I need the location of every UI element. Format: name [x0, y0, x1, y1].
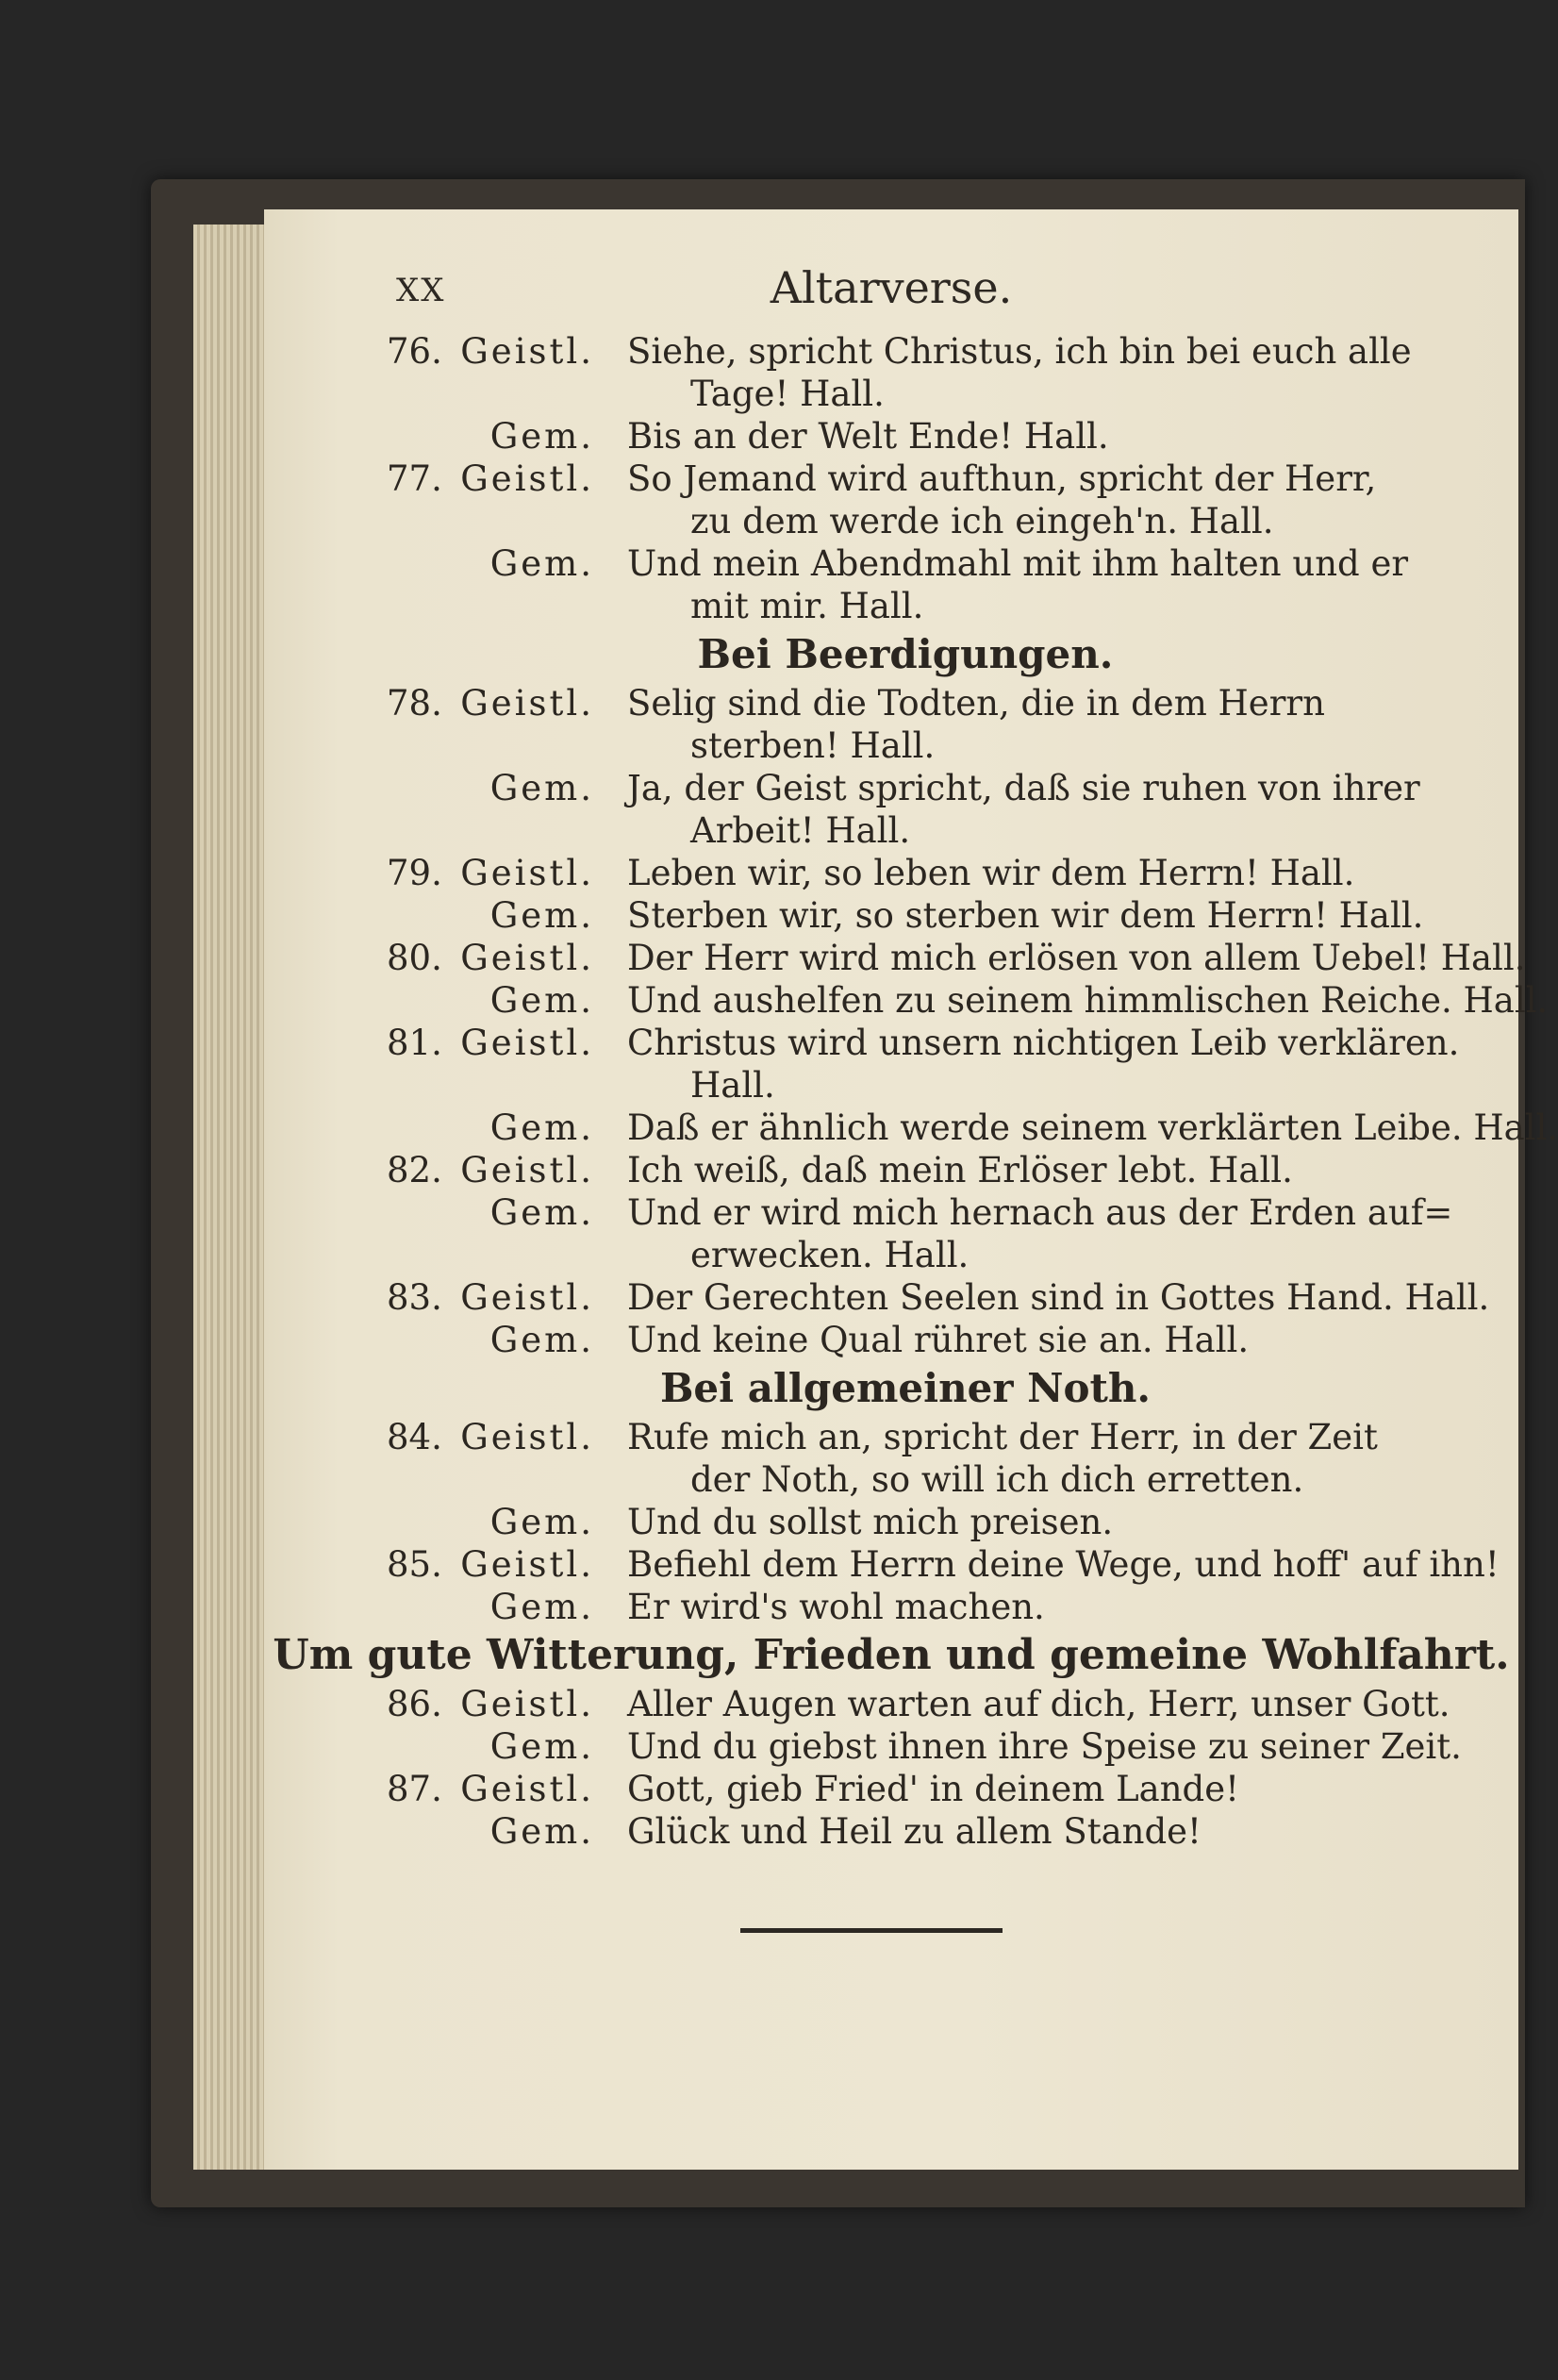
verse-text: Und er wird mich hernach aus der Erden auf= [627, 1192, 1453, 1233]
verse-text: der Noth, so will ich dich erretten. [690, 1459, 1304, 1500]
speaker-role: Geistl. [460, 1684, 594, 1724]
verse-line [264, 1107, 1558, 1149]
verse-number: 85. [387, 1544, 442, 1585]
speaker-role: Gem. [489, 1320, 594, 1360]
speaker-role: Geistl. [460, 1023, 594, 1063]
speaker-role: Geistl. [460, 853, 594, 893]
verse-number: 83. [387, 1277, 442, 1318]
section-heading: Bei allgemeiner Noth. [659, 1365, 1152, 1411]
speaker-role: Geistl. [460, 1150, 594, 1190]
verse-line [264, 1501, 1518, 1543]
speaker-role: Geistl. [460, 1769, 594, 1809]
verse-line [264, 894, 1518, 937]
speaker-role: Gem. [489, 980, 594, 1021]
verse-text: Der Herr wird mich erlösen von allem Uebel! Hall. [627, 938, 1526, 978]
verse-text: mit mir. Hall. [690, 586, 924, 626]
verse-list [264, 330, 1558, 1853]
verse-text: Befiehl dem Herrn deine Wege, und hoff' auf ihn! [627, 1544, 1500, 1585]
verse-text: Glück und Heil zu allem Stande! [627, 1811, 1202, 1852]
speaker-role: Gem. [489, 768, 594, 808]
speaker-role: Geistl. [460, 938, 594, 978]
verse-text: Rufe mich an, spricht der Herr, in der Zeit [627, 1417, 1378, 1457]
verse-text: Und du sollst mich preisen. [627, 1502, 1114, 1542]
verse-text: sterben! Hall. [690, 725, 936, 766]
verse-text: Ja, der Geist spricht, daß sie ruhen von ihrer [627, 768, 1420, 808]
speaker-role: Geistl. [460, 1277, 594, 1318]
verse-text: Leben wir, so leben wir dem Herrn! Hall. [627, 853, 1355, 893]
speaker-role: Geistl. [460, 1544, 594, 1585]
verse-text: So Jemand wird aufthun, spricht der Herr, [627, 458, 1377, 499]
verse-number: 76. [387, 331, 442, 372]
verse-text: Und keine Qual rühret sie an. Hall. [627, 1320, 1250, 1360]
verse-line [264, 767, 1518, 809]
speaker-role: Gem. [489, 1192, 594, 1233]
verse-line [264, 415, 1518, 458]
section-heading: Um gute Witterung, Frieden und gemeine Wohlfahrt. [273, 1631, 1510, 1679]
verse-text: Siehe, spricht Christus, ich bin bei euch alle [627, 331, 1412, 372]
verse-text: Und aushelfen zu seinem himmlischen Reiche. Hall. [627, 980, 1549, 1021]
verse-text: Hall. [690, 1065, 775, 1106]
speaker-role: Gem. [489, 895, 594, 936]
verse-line [264, 682, 1518, 724]
verse-line [264, 852, 1518, 894]
verse-text: Und du giebst ihnen ihre Speise zu seiner Zeit. [627, 1726, 1462, 1767]
verse-line [264, 1276, 1518, 1319]
verse-text: Er wird's wohl machen. [627, 1587, 1045, 1627]
verse-number: 84. [387, 1417, 442, 1457]
verse-text: Bis an der Welt Ende! Hall. [627, 416, 1109, 457]
verse-text: Gott, gieb Fried' in deinem Lande! [627, 1769, 1239, 1809]
verse-line [264, 1683, 1518, 1725]
verse-line [264, 1768, 1518, 1810]
verse-line [264, 1022, 1518, 1064]
page-edges [193, 225, 269, 2170]
verse-line [264, 542, 1518, 585]
verse-line [264, 1234, 1518, 1276]
speaker-role: Geistl. [460, 331, 594, 372]
verse-line [264, 373, 1518, 415]
speaker-role: Gem. [489, 1107, 594, 1148]
verse-number: 80. [387, 938, 442, 978]
verse-text: Daß er ähnlich werde seinem verklärten Leibe. Hall. [627, 1107, 1558, 1148]
verse-number: 78. [387, 683, 442, 724]
verse-number: 77. [387, 458, 442, 499]
speaker-role: Gem. [489, 416, 594, 457]
speaker-role: Gem. [489, 1726, 594, 1767]
verse-line [264, 1319, 1518, 1361]
verse-text: Selig sind die Todten, die in dem Herrn [627, 683, 1325, 724]
book-page [264, 209, 1558, 2170]
page-header [264, 262, 1518, 319]
speaker-role: Geistl. [460, 1417, 594, 1457]
verse-line [264, 1191, 1518, 1234]
speaker-role: Gem. [489, 1811, 594, 1852]
verse-line [264, 937, 1526, 979]
page-number: XX [396, 272, 446, 309]
verse-text: Ich weiß, daß mein Erlöser lebt. Hall. [627, 1150, 1293, 1190]
verse-number: 82. [387, 1150, 442, 1190]
verse-number: 81. [387, 1023, 442, 1063]
verse-text: Tage! Hall. [690, 374, 885, 414]
verse-line [264, 1149, 1518, 1191]
verse-text: Christus wird unsern nichtigen Leib verklären. [627, 1023, 1460, 1063]
page-content [264, 209, 1558, 2170]
verse-line [264, 1586, 1518, 1628]
speaker-role: Geistl. [460, 458, 594, 499]
verse-line [264, 458, 1518, 500]
speaker-role: Gem. [489, 1502, 594, 1542]
end-rule [740, 1928, 1003, 1933]
speaker-role: Geistl. [460, 683, 594, 724]
verse-line [264, 1725, 1518, 1768]
verse-line [264, 1064, 1518, 1107]
speaker-role: Gem. [489, 1587, 594, 1627]
verse-text: erwecken. Hall. [690, 1235, 970, 1275]
speaker-role: Gem. [489, 543, 594, 584]
verse-text: Und mein Abendmahl mit ihm halten und er [627, 543, 1409, 584]
verse-line [264, 1458, 1518, 1501]
verse-text: Sterben wir, so sterben wir dem Herrn! Hall. [627, 895, 1424, 936]
verse-text: Aller Augen warten auf dich, Herr, unser Gott. [627, 1684, 1450, 1724]
section-heading: Bei Beerdigungen. [697, 631, 1114, 677]
verse-line [264, 1416, 1518, 1458]
verse-line [264, 500, 1518, 542]
verse-text: Arbeit! Hall. [690, 810, 911, 851]
verse-text: zu dem werde ich eingeh'n. Hall. [690, 501, 1274, 541]
verse-line [264, 979, 1549, 1022]
verse-line [264, 1810, 1518, 1853]
verse-text: Der Gerechten Seelen sind in Gottes Hand. Hall. [627, 1277, 1490, 1318]
verse-number: 79. [387, 853, 442, 893]
verse-line [264, 809, 1518, 852]
verse-number: 86. [387, 1684, 442, 1724]
verse-line [264, 724, 1518, 767]
verse-line [264, 330, 1518, 373]
verse-number: 87. [387, 1769, 442, 1809]
verse-line [264, 585, 1518, 627]
verse-line [264, 1543, 1518, 1586]
page-title: Altarverse. [770, 262, 1013, 313]
